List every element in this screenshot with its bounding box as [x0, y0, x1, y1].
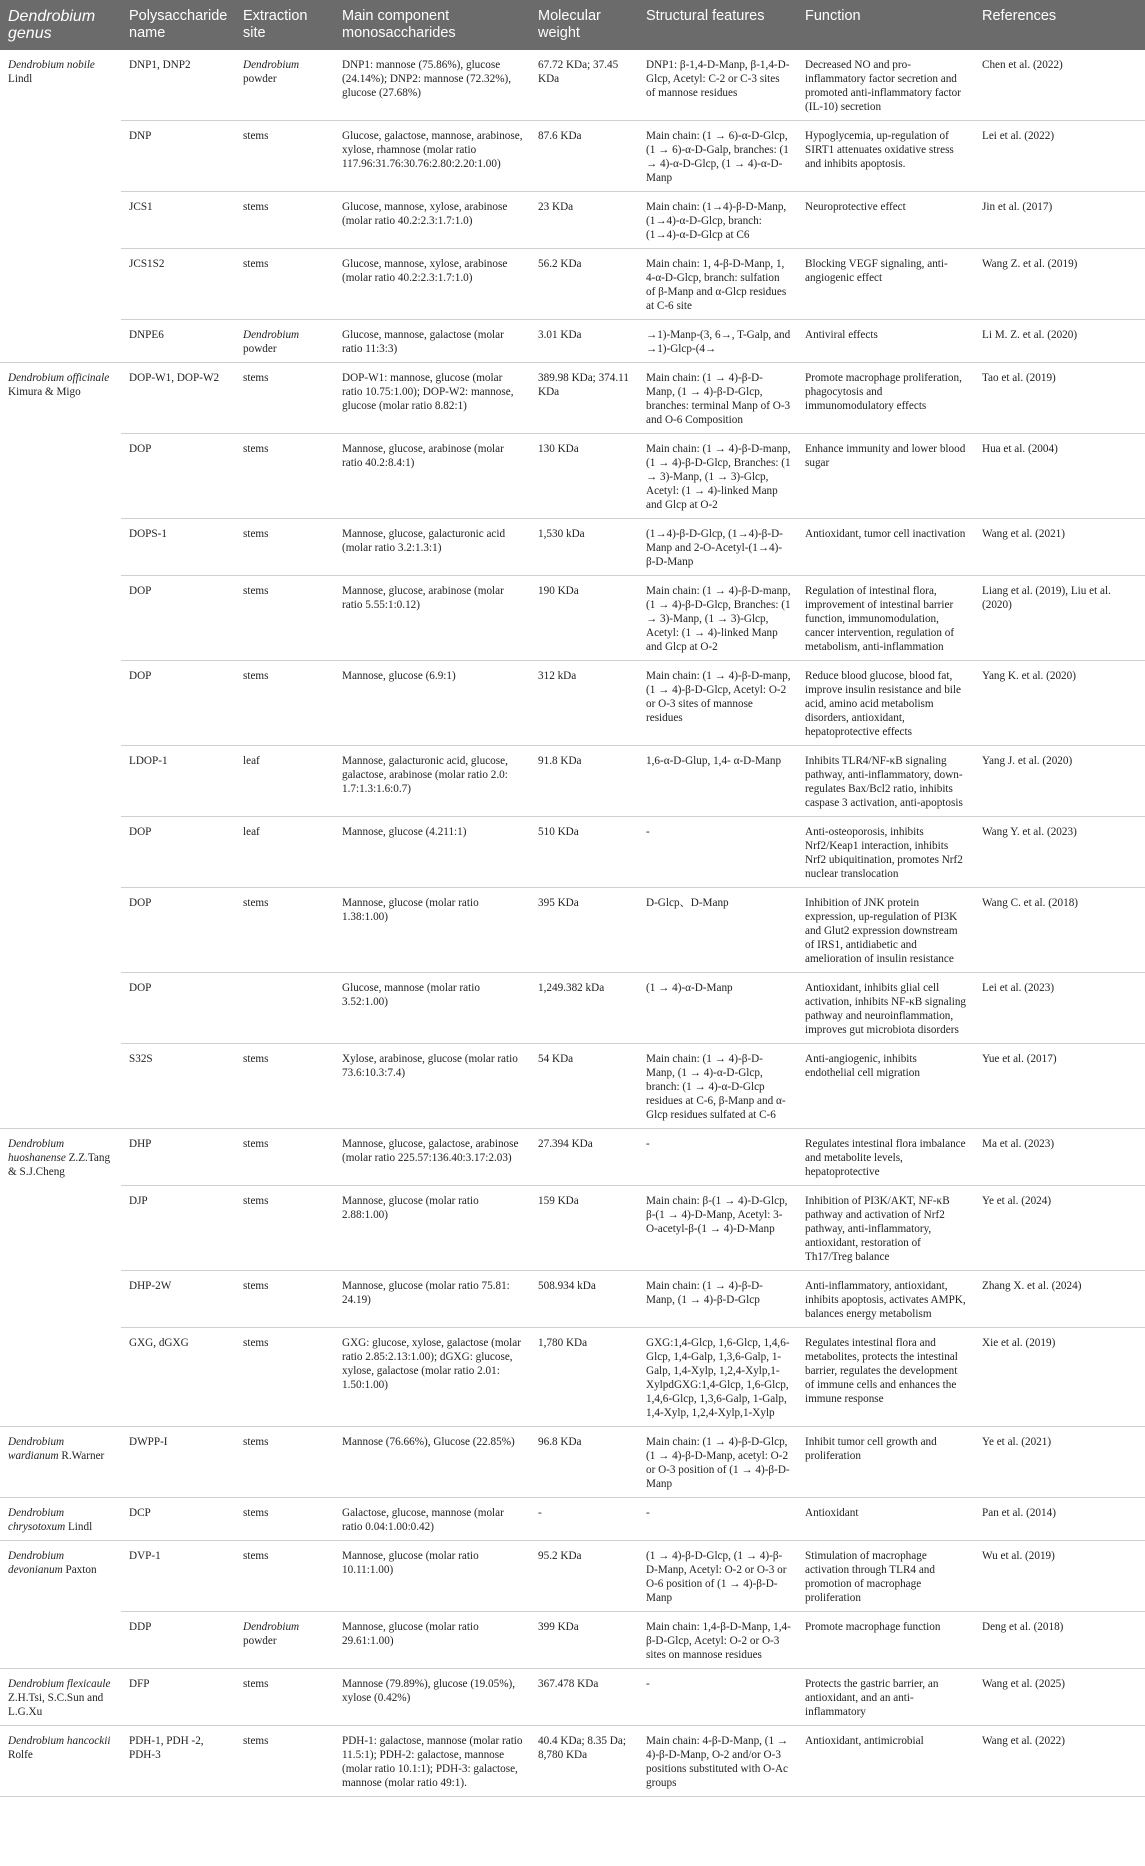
cell-molecular-weight: 96.8 KDa [530, 1427, 638, 1498]
cell-site: stems [235, 1186, 334, 1271]
cell-reference: Xie et al. (2019) [974, 1328, 1145, 1427]
cell-genus [0, 363, 121, 434]
cell-site: stems [235, 434, 334, 519]
cell-reference: Ye et al. (2024) [974, 1186, 1145, 1271]
cell-reference: Jin et al. (2017) [974, 192, 1145, 249]
header-mw: Molecular weight [530, 0, 638, 50]
cell-monosaccharides: Glucose, mannose, xylose, arabinose (molar ratio 40.2:2.3:1.7:1.0) [334, 192, 530, 249]
cell-reference: Wang C. et al. (2018) [974, 888, 1145, 973]
cell-function: Antioxidant, inhibits glial cell activation, inhibits NF-κB signaling pathway and neuroinflammation, improves gut microbiota disorders [797, 973, 974, 1044]
cell-structure: - [638, 1129, 797, 1186]
cell-name: DFP [121, 1669, 235, 1726]
cell-structure: Main chain: (1 → 6)-α-D-Glcp, (1 → 6)-α-D-Galp, branches: (1 → 4)-α-D-Glcp, (1 → 4)-α-D-Manp [638, 121, 797, 192]
cell-molecular-weight: 87.6 KDa [530, 121, 638, 192]
cell-structure: Main chain: (1→4)-β-D-Manp, (1→4)-α-D-Glcp, branch: (1→4)-α-D-Glcp at C6 [638, 192, 797, 249]
cell-genus [0, 661, 121, 746]
cell-genus [0, 1726, 121, 1797]
cell-reference: Wang et al. (2025) [974, 1669, 1145, 1726]
cell-molecular-weight: 1,780 KDa [530, 1328, 638, 1427]
cell-monosaccharides: PDH-1: galactose, mannose (molar ratio 11.5:1); PDH-2: galactose, mannose (molar ratio 10.1:1); PDH-3: galactose, mannose (molar ratio 49:1). [334, 1726, 530, 1797]
cell-genus [0, 576, 121, 661]
cell-reference: Chen et al. (2022) [974, 50, 1145, 121]
cell-function: Hypoglycemia, up-regulation of SIRT1 attenuates oxidative stress and inhibits apoptosis. [797, 121, 974, 192]
table-row [0, 1541, 1145, 1612]
cell-molecular-weight: 367.478 KDa [530, 1669, 638, 1726]
cell-function: Antioxidant, tumor cell inactivation [797, 519, 974, 576]
header-mono: Main component monosaccharides [334, 0, 530, 50]
cell-molecular-weight: 312 kDa [530, 661, 638, 746]
table-row [0, 363, 1145, 434]
cell-reference: Ye et al. (2021) [974, 1427, 1145, 1498]
genus-name: Dendrobium wardianum [8, 1436, 65, 1462]
cell-reference: Pan et al. (2014) [974, 1498, 1145, 1541]
cell-site: stems [235, 519, 334, 576]
cell-molecular-weight: 40.4 KDa; 8.35 Da; 8,780 KDa [530, 1726, 638, 1797]
cell-reference: Wang et al. (2022) [974, 1726, 1145, 1797]
genus-name: Dendrobium nobile [8, 59, 95, 71]
genus-author: Kimura & Migo [8, 386, 81, 398]
cell-function: Antiviral effects [797, 320, 974, 363]
cell-structure: Main chain: 1,4-β-D-Manp, 1,4-β-D-Glcp, Acetyl: O-2 or O-3 sites on mannose residues [638, 1612, 797, 1669]
table-row [0, 519, 1145, 576]
cell-site: stems [235, 1044, 334, 1129]
cell-reference: Hua et al. (2004) [974, 434, 1145, 519]
cell-site: stems [235, 1498, 334, 1541]
table-row [0, 1271, 1145, 1328]
table-row [0, 1129, 1145, 1186]
cell-function: Blocking VEGF signaling, anti-angiogenic effect [797, 249, 974, 320]
cell-monosaccharides: Mannose, glucose, galactose, arabinose (molar ratio 225.57:136.40:3.17:2.03) [334, 1129, 530, 1186]
cell-molecular-weight: 395 KDa [530, 888, 638, 973]
cell-name: JCS1S2 [121, 249, 235, 320]
cell-reference: Lei et al. (2022) [974, 121, 1145, 192]
cell-function: Anti-osteoporosis, inhibits Nrf2/Keap1 interaction, inhibits Nrf2 ubiquitination, promotes Nrf2 nuclear translocation [797, 817, 974, 888]
cell-structure: - [638, 817, 797, 888]
cell-genus [0, 1271, 121, 1328]
cell-monosaccharides: Mannose, galacturonic acid, glucose, galactose, arabinose (molar ratio 2.0: 1.7:1.3:1.6:0.7) [334, 746, 530, 817]
cell-reference: Tao et al. (2019) [974, 363, 1145, 434]
cell-molecular-weight: 159 KDa [530, 1186, 638, 1271]
cell-name: DOP-W1, DOP-W2 [121, 363, 235, 434]
cell-site: stems [235, 192, 334, 249]
cell-genus [0, 192, 121, 249]
cell-site: stems [235, 1726, 334, 1797]
cell-molecular-weight: 389.98 KDa; 374.11 KDa [530, 363, 638, 434]
genus-name: Dendrobium devonianum [8, 1550, 65, 1576]
cell-function: Enhance immunity and lower blood sugar [797, 434, 974, 519]
cell-monosaccharides: Galactose, glucose, mannose (molar ratio 0.04:1.00:0.42) [334, 1498, 530, 1541]
cell-structure: D-Glcp、D-Manp [638, 888, 797, 973]
cell-monosaccharides: Mannose, glucose, arabinose (molar ratio 5.55:1:0.12) [334, 576, 530, 661]
cell-structure: - [638, 1498, 797, 1541]
cell-molecular-weight: 130 KDa [530, 434, 638, 519]
cell-function: Inhibits TLR4/NF-κB signaling pathway, anti-inflammatory, down-regulates Bax/Bcl2 ratio, inhibits caspase 3 activation, anti-apoptosis [797, 746, 974, 817]
cell-genus [0, 121, 121, 192]
cell-monosaccharides: Glucose, mannose (molar ratio 3.52:1.00) [334, 973, 530, 1044]
cell-function: Neuroprotective effect [797, 192, 974, 249]
cell-name: DHP [121, 1129, 235, 1186]
cell-function: Regulates intestinal flora and metabolites, protects the intestinal barrier, regulates the development of immune cells and enhances the immune response [797, 1328, 974, 1427]
cell-structure: (1 → 4)-α-D-Manp [638, 973, 797, 1044]
cell-site: leaf [235, 746, 334, 817]
cell-function: Anti-inflammatory, antioxidant, inhibits apoptosis, activates AMPK, balances energy metabolism [797, 1271, 974, 1328]
cell-function: Antioxidant, antimicrobial [797, 1726, 974, 1797]
cell-genus [0, 434, 121, 519]
table-row [0, 973, 1145, 1044]
genus-name: Dendrobium officinale [8, 372, 110, 384]
cell-reference: Lei et al. (2023) [974, 973, 1145, 1044]
cell-structure: Main chain: (1 → 4)-β-D-manp, (1 → 4)-β-D-Glcp, Branches: (1 → 3)-Manp, (1 → 3)-Glcp, Acetyl: (1 → 4)-linked Manp and Glcp at O-2 [638, 576, 797, 661]
header-func: Function [797, 0, 974, 50]
cell-monosaccharides: Glucose, galactose, mannose, arabinose, xylose, rhamnose (molar ratio 117.96:31.76:30.76:2.80:2.20:1.00) [334, 121, 530, 192]
cell-site: Dendrobium powder [235, 320, 334, 363]
cell-monosaccharides: Glucose, mannose, xylose, arabinose (molar ratio 40.2:2.3:1.7:1.0) [334, 249, 530, 320]
cell-genus [0, 1328, 121, 1427]
cell-name: GXG, dGXG [121, 1328, 235, 1427]
cell-function: Promote macrophage function [797, 1612, 974, 1669]
table-row [0, 1427, 1145, 1498]
cell-function: Promote macrophage proliferation, phagocytosis and immunomodulatory effects [797, 363, 974, 434]
cell-function: Anti-angiogenic, inhibits endothelial cell migration [797, 1044, 974, 1129]
cell-genus [0, 817, 121, 888]
table-header [0, 0, 1145, 50]
cell-genus [0, 746, 121, 817]
table-row [0, 1186, 1145, 1271]
cell-monosaccharides: Mannose (76.66%), Glucose (22.85%) [334, 1427, 530, 1498]
cell-molecular-weight: 1,249.382 kDa [530, 973, 638, 1044]
cell-function: Regulates intestinal flora imbalance and metabolite levels, hepatoprotective [797, 1129, 974, 1186]
cell-structure: Main chain: (1 → 4)-β-D-Manp, (1 → 4)-β-D-Glcp [638, 1271, 797, 1328]
cell-name: DOP [121, 576, 235, 661]
cell-structure: 1,6-α-D-Glup, 1,4- α-D-Manp [638, 746, 797, 817]
cell-function: Regulation of intestinal flora, improvement of intestinal barrier function, immunomodulation, cancer intervention, regulation of metabolism, anti-inflammation [797, 576, 974, 661]
cell-molecular-weight: 23 KDa [530, 192, 638, 249]
table-row [0, 434, 1145, 519]
table-row [0, 1669, 1145, 1726]
cell-molecular-weight: 91.8 KDa [530, 746, 638, 817]
cell-site: stems [235, 1129, 334, 1186]
cell-function: Stimulation of macrophage activation through TLR4 and promotion of macrophage proliferation [797, 1541, 974, 1612]
cell-structure: →1)-Manp-(3, 6→, T-Galp, and →1)-Glcp-(4→ [638, 320, 797, 363]
table-row [0, 320, 1145, 363]
table-row [0, 746, 1145, 817]
cell-name: DNP1, DNP2 [121, 50, 235, 121]
genus-author: Lindl [8, 73, 33, 85]
cell-function: Decreased NO and pro-inflammatory factor secretion and promoted anti-inflammatory factor (IL-10) secretion [797, 50, 974, 121]
cell-name: DDP [121, 1612, 235, 1669]
cell-structure: GXG:1,4-Glcp, 1,6-Glcp, 1,4,6-Glcp, 1,4-Galp, 1,3,6-Galp, 1-Galp, 1,4-Xylp, 1,2,4-Xylp,1-XylpdGXG:1,4-Glcp, 1,6-Glcp, 1,4,6-Glcp, 1,3,6-Galp, 1-Galp, 1,4-Xylp, 1,2,4-Xylp,1-Xylp [638, 1328, 797, 1427]
header-site: Extraction site [235, 0, 334, 50]
table-row [0, 1044, 1145, 1129]
cell-site: leaf [235, 817, 334, 888]
header-name: Polysaccharide name [121, 0, 235, 50]
cell-monosaccharides: GXG: glucose, xylose, galactose (molar ratio 2.85:2.13:1.00); dGXG: glucose, xylose, galactose (molar ratio 2.01: 1.50:1.00) [334, 1328, 530, 1427]
genus-name: Dendrobium flexicaule [8, 1678, 111, 1690]
cell-monosaccharides: Mannose, glucose (6.9:1) [334, 661, 530, 746]
cell-structure: - [638, 1669, 797, 1726]
cell-structure: Main chain: (1 → 4)-β-D-manp, (1 → 4)-β-D-Glcp, Branches: (1 → 3)-Manp, (1 → 3)-Glcp, Acetyl: (1 → 4)-linked Manp and Glcp at O-2 [638, 434, 797, 519]
table-row [0, 249, 1145, 320]
cell-monosaccharides: Mannose, glucose, arabinose (molar ratio 40.2:8.4:1) [334, 434, 530, 519]
genus-name: Dendrobium huoshanense [8, 1138, 66, 1164]
header-genus: Dendrobium genus [0, 0, 121, 50]
cell-reference: Wang Z. et al. (2019) [974, 249, 1145, 320]
cell-function: Inhibition of PI3K/AKT, NF-κB pathway and activation of Nrf2 pathway, anti-inflammatory, antioxidant, restoration of Th17/Treg balance [797, 1186, 974, 1271]
cell-site: stems [235, 363, 334, 434]
cell-name: DVP-1 [121, 1541, 235, 1612]
cell-name: DCP [121, 1498, 235, 1541]
cell-structure: (1→4)-β-D-Glcp, (1→4)-β-D-Manp and 2-O-Acetyl-(1→4)-β-D-Manp [638, 519, 797, 576]
cell-structure: Main chain: 1, 4-β-D-Manp, 1, 4-α-D-Glcp, branch: sulfation of β-Manp and α-Glcp residues at C-6 site [638, 249, 797, 320]
cell-reference: Zhang X. et al. (2024) [974, 1271, 1145, 1328]
header-struct: Structural features [638, 0, 797, 50]
cell-reference: Wang Y. et al. (2023) [974, 817, 1145, 888]
table-row [0, 888, 1145, 973]
cell-molecular-weight: 54 KDa [530, 1044, 638, 1129]
cell-structure: Main chain: β-(1 → 4)-D-Glcp, β-(1 → 4)-D-Manp, Acetyl: 3-O-acetyl-β-(1 → 4)-D-Manp [638, 1186, 797, 1271]
cell-molecular-weight: 56.2 KDa [530, 249, 638, 320]
cell-molecular-weight: 399 KDa [530, 1612, 638, 1669]
cell-site: Dendrobium powder [235, 50, 334, 121]
cell-genus [0, 1669, 121, 1726]
cell-site: stems [235, 1541, 334, 1612]
cell-name: DNPE6 [121, 320, 235, 363]
cell-structure: Main chain: (1 → 4)-β-D-Manp, (1 → 4)-β-D-Glcp, branches: terminal Manp of O-3 and O-6 Composition [638, 363, 797, 434]
table-body [0, 50, 1145, 1797]
cell-genus [0, 973, 121, 1044]
cell-genus [0, 1427, 121, 1498]
table-row [0, 1498, 1145, 1541]
cell-site: stems [235, 1669, 334, 1726]
cell-molecular-weight: 508.934 kDa [530, 1271, 638, 1328]
table-row [0, 661, 1145, 746]
cell-molecular-weight: 1,530 kDa [530, 519, 638, 576]
table-row [0, 817, 1145, 888]
table-row [0, 50, 1145, 121]
cell-molecular-weight: 190 KDa [530, 576, 638, 661]
table-row [0, 192, 1145, 249]
cell-site: stems [235, 888, 334, 973]
cell-genus [0, 1498, 121, 1541]
cell-site: stems [235, 121, 334, 192]
cell-genus [0, 1541, 121, 1612]
cell-name: DOP [121, 434, 235, 519]
cell-molecular-weight: - [530, 1498, 638, 1541]
cell-site: stems [235, 1328, 334, 1427]
genus-author: Lindl [67, 1521, 93, 1533]
cell-name: DJP [121, 1186, 235, 1271]
cell-monosaccharides: Mannose, glucose (molar ratio 2.88:1.00) [334, 1186, 530, 1271]
cell-site: stems [235, 249, 334, 320]
cell-site: stems [235, 1271, 334, 1328]
cell-site: stems [235, 1427, 334, 1498]
table-row [0, 576, 1145, 661]
cell-genus [0, 519, 121, 576]
cell-name: S32S [121, 1044, 235, 1129]
cell-function: Reduce blood glucose, blood fat, improve insulin resistance and bile acid, amino acid metabolism disorders, antioxidant, hepatoprotective effects [797, 661, 974, 746]
cell-genus [0, 50, 121, 121]
cell-reference: Yang K. et al. (2020) [974, 661, 1145, 746]
cell-monosaccharides: Mannose, glucose (4.211:1) [334, 817, 530, 888]
cell-structure: Main chain: 4-β-D-Manp, (1 → 4)-β-D-Manp, O-2 and/or O-3 positions substituted with O-Ac groups [638, 1726, 797, 1797]
table-row [0, 121, 1145, 192]
cell-name: LDOP-1 [121, 746, 235, 817]
cell-monosaccharides: Glucose, mannose, galactose (molar ratio 11:3:3) [334, 320, 530, 363]
table-row [0, 1726, 1145, 1797]
cell-monosaccharides: Mannose, glucose, galacturonic acid (molar ratio 3.2:1.3:1) [334, 519, 530, 576]
cell-monosaccharides: Mannose (79.89%), glucose (19.05%), xylose (0.42%) [334, 1669, 530, 1726]
cell-name: DHP-2W [121, 1271, 235, 1328]
cell-function: Inhibition of JNK protein expression, up-regulation of PI3K and Glut2 expression downstream of IRS1, antidiabetic and amelioration of insulin resistance [797, 888, 974, 973]
cell-reference: Wu et al. (2019) [974, 1541, 1145, 1612]
cell-structure: Main chain: (1 → 4)-β-D-Glcp, (1 → 4)-β-D-Manp, acetyl: O-2 or O-3 position of (1 → 4)-β-D-Manp [638, 1427, 797, 1498]
cell-genus [0, 249, 121, 320]
cell-monosaccharides: DNP1: mannose (75.86%), glucose (24.14%); DNP2: mannose (72.32%), glucose (27.68%) [334, 50, 530, 121]
cell-genus [0, 320, 121, 363]
cell-name: DOPS-1 [121, 519, 235, 576]
genus-author: Z.Z.Tang & S.J.Cheng [8, 1152, 111, 1178]
genus-author: R.Warner [61, 1450, 105, 1462]
cell-monosaccharides: Mannose, glucose (molar ratio 1.38:1.00) [334, 888, 530, 973]
genus-author: Paxton [65, 1564, 97, 1576]
cell-genus [0, 1044, 121, 1129]
genus-name: Dendrobium chrysotoxum [8, 1507, 66, 1533]
cell-reference: Li M. Z. et al. (2020) [974, 320, 1145, 363]
cell-monosaccharides: Mannose, glucose (molar ratio 10.11:1.00) [334, 1541, 530, 1612]
cell-site: stems [235, 661, 334, 746]
cell-reference: Yue et al. (2017) [974, 1044, 1145, 1129]
cell-genus [0, 1129, 121, 1186]
table-row [0, 1612, 1145, 1669]
cell-monosaccharides: Mannose, glucose (molar ratio 29.61:1.00) [334, 1612, 530, 1669]
cell-structure: (1 → 4)-β-D-Glcp, (1 → 4)-β-D-Manp, Acetyl: O-2 or O-3 or O-6 position of (1 → 4)-β-D-Manp [638, 1541, 797, 1612]
cell-name: DNP [121, 121, 235, 192]
cell-genus [0, 1186, 121, 1271]
genus-author: Z.H.Tsi, S.C.Sun and L.G.Xu [8, 1692, 104, 1718]
cell-structure: Main chain: (1 → 4)-β-D-manp, (1 → 4)-β-D-Glcp, Acetyl: O-2 or O-3 sites of mannose residues [638, 661, 797, 746]
cell-structure: Main chain: (1 → 4)-β-D-Manp, (1 → 4)-α-D-Glcp, branch: (1 → 4)-α-D-Glcp residues at C-6, β-Manp and α-Glcp residues sulfated at C-6 [638, 1044, 797, 1129]
cell-molecular-weight: 3.01 KDa [530, 320, 638, 363]
cell-monosaccharides: Xylose, arabinose, glucose (molar ratio 73.6:10.3:7.4) [334, 1044, 530, 1129]
cell-molecular-weight: 510 KDa [530, 817, 638, 888]
cell-genus [0, 888, 121, 973]
cell-name: DOP [121, 888, 235, 973]
cell-site: stems [235, 576, 334, 661]
cell-monosaccharides: Mannose, glucose (molar ratio 75.81: 24.19) [334, 1271, 530, 1328]
genus-author: Rolfe [8, 1749, 33, 1761]
cell-reference: Liang et al. (2019), Liu et al. (2020) [974, 576, 1145, 661]
table-row [0, 1328, 1145, 1427]
header-refs: References [974, 0, 1145, 50]
cell-name: DOP [121, 661, 235, 746]
cell-reference: Wang et al. (2021) [974, 519, 1145, 576]
cell-name: PDH-1, PDH -2, PDH-3 [121, 1726, 235, 1797]
cell-function: Protects the gastric barrier, an antioxidant, and an anti-inflammatory [797, 1669, 974, 1726]
cell-name: DWPP-I [121, 1427, 235, 1498]
cell-name: DOP [121, 817, 235, 888]
cell-reference: Ma et al. (2023) [974, 1129, 1145, 1186]
cell-name: JCS1 [121, 192, 235, 249]
cell-molecular-weight: 27.394 KDa [530, 1129, 638, 1186]
cell-genus [0, 1612, 121, 1669]
cell-name: DOP [121, 973, 235, 1044]
cell-reference: Yang J. et al. (2020) [974, 746, 1145, 817]
cell-reference: Deng et al. (2018) [974, 1612, 1145, 1669]
cell-monosaccharides: DOP-W1: mannose, glucose (molar ratio 10.75:1.00); DOP-W2: mannose, glucose (molar ratio 8.82:1) [334, 363, 530, 434]
cell-structure: DNP1: β-1,4-D-Manp, β-1,4-D-Glcp, Acetyl: C-2 or C-3 sites of mannose residues [638, 50, 797, 121]
genus-name: Dendrobium hancockii [8, 1735, 111, 1747]
cell-molecular-weight: 95.2 KDa [530, 1541, 638, 1612]
cell-function: Inhibit tumor cell growth and proliferation [797, 1427, 974, 1498]
cell-function: Antioxidant [797, 1498, 974, 1541]
cell-site: Dendrobium powder [235, 1612, 334, 1669]
cell-molecular-weight: 67.72 KDa; 37.45 KDa [530, 50, 638, 121]
cell-site [235, 973, 334, 1044]
